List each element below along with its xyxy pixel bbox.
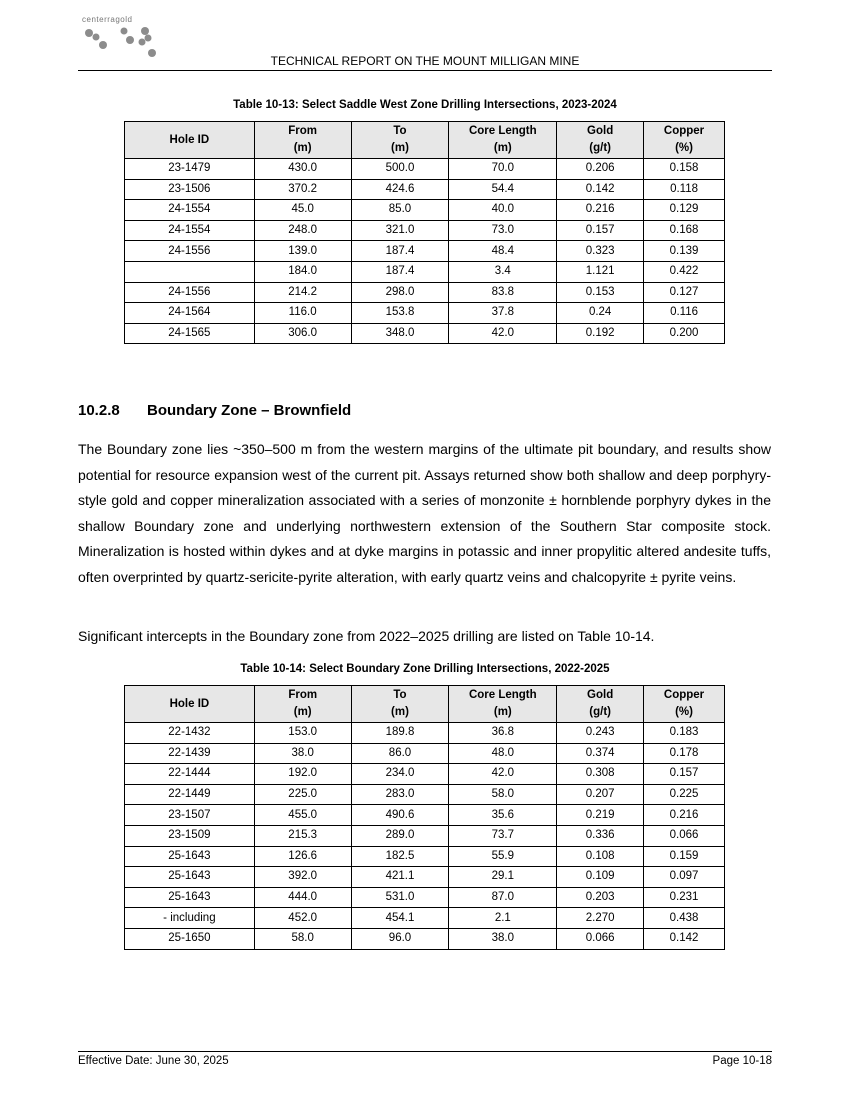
column-header [351,122,449,159]
table-cell: 24-1564 [125,303,255,324]
table-cell: 0.158 [644,159,725,180]
table-cell: 298.0 [351,282,449,303]
table-cell: 0.422 [644,261,725,282]
table-cell: 22-1449 [125,784,255,805]
table-cell: 0.207 [557,784,644,805]
table-cell: 0.219 [557,805,644,826]
boundary-zone-drilling-table [124,685,725,950]
table-10-14-caption: Table 10-14: Select Boundary Zone Drilling Intersections, 2022-2025 [240,663,610,675]
table-cell: 0.216 [644,805,725,826]
table-cell: 24-1556 [125,282,255,303]
column-name: Copper [663,125,705,137]
column-header [351,686,449,723]
boundary-zone-paragraph: The Boundary zone lies ~350–500 m from the western margins of the ultimate pit boundary, and results show potential for resource expansion west of the current pit. Assays returned show both shallow and deep porphyry-style gold and copper mineralization associated with a series of monzonite ± hornblende porphyry dykes in the shallow Boundary zone and underlying northwestern extension of the Southern Star composite stock. Mineralization is hosted within dykes and at dyke margins in potassic and inner propylitic altered andesite tuffs, often overprinted by quartz-sericite-pyrite alteration, with early quartz veins and chalcopyrite ± pyrite veins. [78,441,771,585]
table-cell: 0.157 [644,764,725,785]
table-cell: 23-1507 [125,805,255,826]
table-cell: 184.0 [254,261,351,282]
column-header [254,686,351,723]
table-cell: 22-1432 [125,723,255,744]
column-name: Gold [587,689,614,701]
table-cell: 24-1556 [125,241,255,262]
table-cell: 0.243 [557,723,644,744]
table-cell: 83.8 [449,282,557,303]
saddle-west-drilling-table [124,121,725,344]
table-cell: 42.0 [449,764,557,785]
table-row [125,200,725,221]
table-header-row [125,122,725,159]
table-cell: 189.8 [351,723,449,744]
column-header [254,122,351,159]
table-cell: 70.0 [449,159,557,180]
column-unit: (%) [675,142,693,154]
table-cell: 0.200 [644,323,725,344]
table-cell: 454.1 [351,908,449,929]
table-cell: 25-1643 [125,867,255,888]
column-name: Core Length [468,125,537,137]
table-cell: 289.0 [351,825,449,846]
column-name: To [393,689,407,701]
table-cell: 0.183 [644,723,725,744]
table-cell: 38.0 [449,928,557,949]
table-row [125,323,725,344]
section-title: Boundary Zone – Brownfield [147,402,352,419]
table-10-13-caption: Table 10-13: Select Saddle West Zone Drilling Intersections, 2023-2024 [233,99,617,111]
table-cell: 0.097 [644,867,725,888]
table-cell: 0.109 [557,867,644,888]
table-cell: 73.0 [449,220,557,241]
column-header [644,122,725,159]
table-cell: 182.5 [351,846,449,867]
table-row [125,743,725,764]
table-cell: 0.116 [644,303,725,324]
table-cell: 0.157 [557,220,644,241]
table-cell: 0.127 [644,282,725,303]
table-cell: 283.0 [351,784,449,805]
table-cell: 0.129 [644,200,725,221]
report-header-title: TECHNICAL REPORT ON THE MOUNT MILLIGAN MINE [270,54,580,68]
column-header [449,122,557,159]
table-cell: 187.4 [351,261,449,282]
table-cell: 321.0 [351,220,449,241]
table-cell: 370.2 [254,179,351,200]
table-cell: 40.0 [449,200,557,221]
table-cell: 37.8 [449,303,557,324]
table-cell: 500.0 [351,159,449,180]
table-cell: 192.0 [254,764,351,785]
column-header [125,686,255,723]
table-cell: 45.0 [254,200,351,221]
table-row [125,282,725,303]
column-unit: (m) [493,706,512,718]
table-cell: 23-1509 [125,825,255,846]
table-cell: 0.066 [557,928,644,949]
table-cell: 0.225 [644,784,725,805]
table-cell: 24-1565 [125,323,255,344]
column-unit: (m) [493,142,512,154]
intercepts-paragraph: Significant intercepts in the Boundary zone from 2022–2025 drilling are listed on Table 10-14. [78,628,655,644]
table-row [125,764,725,785]
table-cell: 0.066 [644,825,725,846]
table-row [125,928,725,949]
table-cell: 36.8 [449,723,557,744]
column-name: Hole ID [169,697,210,710]
table-cell: 1.121 [557,261,644,282]
column-unit: (m) [293,142,312,154]
table-cell: 0.206 [557,159,644,180]
table-cell: 0.108 [557,846,644,867]
table-cell: 24-1554 [125,220,255,241]
table-cell: 87.0 [449,887,557,908]
column-header [449,686,557,723]
table-row [125,846,725,867]
table-cell: 0.374 [557,743,644,764]
table-row [125,303,725,324]
table-row [125,261,725,282]
table-cell: 234.0 [351,764,449,785]
table-cell: 22-1444 [125,764,255,785]
table-cell: 58.0 [254,928,351,949]
table-cell: 0.153 [557,282,644,303]
table-row [125,179,725,200]
column-name: From [288,125,318,137]
section-heading [78,402,351,419]
column-unit: (m) [391,142,409,154]
table-cell: 116.0 [254,303,351,324]
table-cell: 23-1479 [125,159,255,180]
logo-wordmark: centerragold [82,15,133,24]
table-cell: 2.1 [449,908,557,929]
table-cell: 38.0 [254,743,351,764]
table-cell: 0.168 [644,220,725,241]
table-cell: 430.0 [254,159,351,180]
column-unit: (m) [391,706,409,718]
table-row [125,241,725,262]
table-cell: 0.178 [644,743,725,764]
table-cell: 29.1 [449,867,557,888]
column-name: Gold [587,125,614,137]
table-cell: 42.0 [449,323,557,344]
table-cell: 0.159 [644,846,725,867]
table-cell: 0.336 [557,825,644,846]
section-number: 10.2.8 [78,402,120,419]
table-row [125,220,725,241]
column-name: From [288,689,318,701]
table-cell: 0.142 [644,928,725,949]
table-cell: 0.24 [557,303,644,324]
table-cell: 455.0 [254,805,351,826]
table-row [125,908,725,929]
table-cell: 96.0 [351,928,449,949]
column-name: Core Length [468,689,537,701]
table-cell: 392.0 [254,867,351,888]
table-cell: 2.270 [557,908,644,929]
table-cell: 0.438 [644,908,725,929]
table-row [125,723,725,744]
table-cell: 22-1439 [125,743,255,764]
table-cell: 421.1 [351,867,449,888]
table-cell: 25-1643 [125,887,255,908]
table-cell: 126.6 [254,846,351,867]
table-cell: 48.4 [449,241,557,262]
table-cell: 225.0 [254,784,351,805]
table-row [125,887,725,908]
table-cell: 0.142 [557,179,644,200]
column-name: Copper [663,689,705,701]
table-cell: 452.0 [254,908,351,929]
table-cell: - including [125,908,255,929]
table-cell: 531.0 [351,887,449,908]
column-name: Hole ID [169,133,210,146]
table-row [125,825,725,846]
table-cell: 25-1643 [125,846,255,867]
table-cell: 54.4 [449,179,557,200]
page-number: Page 10-18 [712,1055,772,1067]
table-row [125,867,725,888]
column-unit: (g/t) [589,142,611,154]
table-cell: 215.3 [254,825,351,846]
table-cell: 55.9 [449,846,557,867]
table-cell: 85.0 [351,200,449,221]
table-cell: 187.4 [351,241,449,262]
table-cell: 424.6 [351,179,449,200]
table-cell: 306.0 [254,323,351,344]
table-row [125,159,725,180]
table-cell: 35.6 [449,805,557,826]
table-cell: 348.0 [351,323,449,344]
table-cell: 73.7 [449,825,557,846]
column-unit: (g/t) [589,706,611,718]
table-cell: 58.0 [449,784,557,805]
column-header [557,686,644,723]
table-row [125,784,725,805]
column-unit: (m) [293,706,312,718]
effective-date: Effective Date: June 30, 2025 [78,1055,229,1067]
table-cell: 444.0 [254,887,351,908]
column-unit: (%) [675,706,693,718]
table-cell: 0.323 [557,241,644,262]
table-cell: 0.192 [557,323,644,344]
table-cell: 0.139 [644,241,725,262]
table-cell: 0.308 [557,764,644,785]
table-cell: 153.8 [351,303,449,324]
table-row [125,805,725,826]
table-cell: 490.6 [351,805,449,826]
footer-divider [78,1051,772,1052]
table-header-row [125,686,725,723]
table-cell: 0.203 [557,887,644,908]
table-cell: 214.2 [254,282,351,303]
table-cell: 0.231 [644,887,725,908]
table-cell: 23-1506 [125,179,255,200]
table-cell: 3.4 [449,261,557,282]
table-cell: 0.216 [557,200,644,221]
column-header [125,122,255,159]
column-name: To [393,125,407,137]
table-cell: 153.0 [254,723,351,744]
table-cell: 25-1650 [125,928,255,949]
header-divider [78,70,772,71]
table-cell: 248.0 [254,220,351,241]
table-cell: 0.118 [644,179,725,200]
table-cell: 24-1554 [125,200,255,221]
table-cell [125,261,255,282]
table-cell: 86.0 [351,743,449,764]
column-header [644,686,725,723]
table-cell: 48.0 [449,743,557,764]
table-cell: 139.0 [254,241,351,262]
column-header [557,122,644,159]
